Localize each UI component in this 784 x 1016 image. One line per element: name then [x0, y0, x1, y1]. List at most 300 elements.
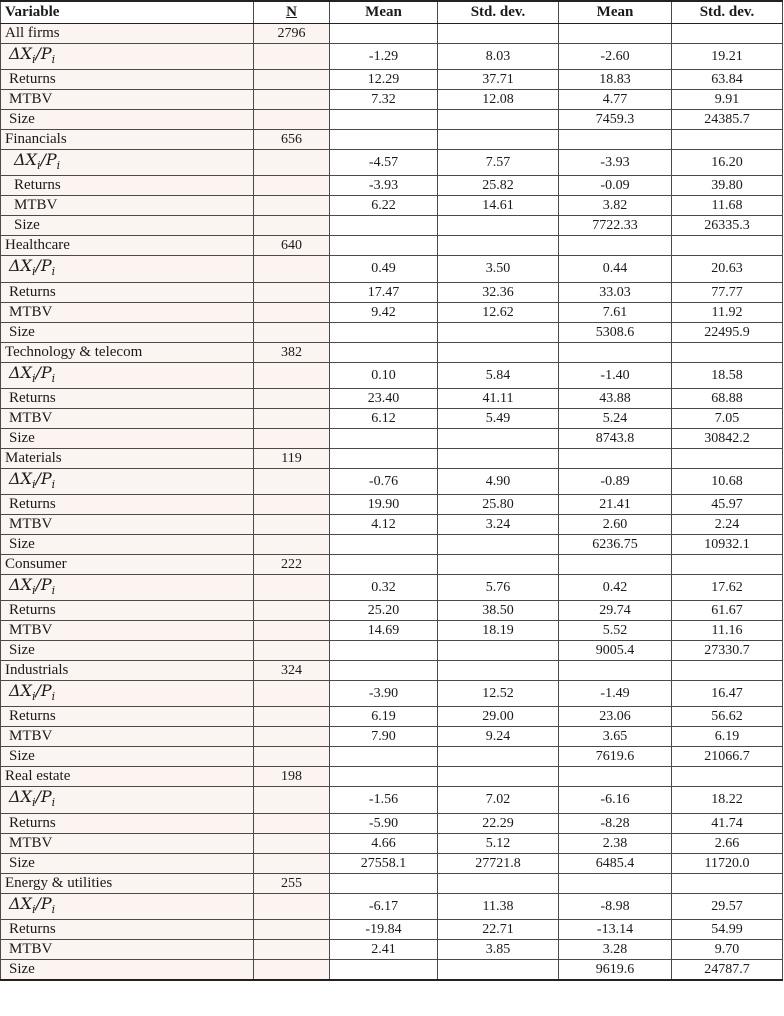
std-dev-value: 25.82 [438, 176, 559, 196]
std-dev-value: 11720.0 [672, 853, 783, 873]
std-dev-value: 8.03 [438, 44, 559, 70]
mean-value: 7619.6 [559, 747, 672, 767]
variable-name: Returns [1, 176, 254, 196]
delta-x-over-p-formula: $\Delta X_i/P_i$ [9, 468, 56, 491]
std-dev-value: 9.24 [438, 727, 559, 747]
table-row [1, 110, 783, 130]
variable-delta-x-over-p [1, 893, 254, 919]
delta-x-over-p-formula: $\Delta X_i/P_i$ [14, 150, 61, 173]
std-dev-value: 16.20 [672, 150, 783, 176]
variable-name: MTBV [1, 939, 254, 959]
std-dev-value: 7.57 [438, 150, 559, 176]
mean-value: -1.56 [330, 787, 438, 813]
n-cell [254, 216, 330, 236]
sector-name: Materials [1, 448, 254, 468]
n-cell [254, 176, 330, 196]
std-dev-value [438, 110, 559, 130]
mean-value: 5308.6 [559, 322, 672, 342]
table-row [1, 787, 783, 813]
sector-name: Energy & utilities [1, 873, 254, 893]
std-dev-value: 27330.7 [672, 641, 783, 661]
table-row [1, 176, 783, 196]
header-row [1, 1, 783, 24]
sector-name: Consumer [1, 554, 254, 574]
mean-value: 4.66 [330, 833, 438, 853]
std-dev-value: 41.11 [438, 388, 559, 408]
n-cell [254, 44, 330, 70]
n-cell [254, 428, 330, 448]
sector-row [1, 130, 783, 150]
variable-delta-x-over-p [1, 256, 254, 282]
std-dev-value: 54.99 [672, 919, 783, 939]
empty-cell [438, 24, 559, 44]
variable-name: MTBV [1, 408, 254, 428]
std-dev-value: 26335.3 [672, 216, 783, 236]
std-dev-value: 29.00 [438, 707, 559, 727]
n-cell [254, 681, 330, 707]
std-dev-value: 17.62 [672, 574, 783, 600]
empty-cell [559, 661, 672, 681]
std-dev-value: 18.19 [438, 621, 559, 641]
sector-n: 198 [254, 767, 330, 787]
mean-value: -6.16 [559, 787, 672, 813]
std-dev-value: 37.71 [438, 70, 559, 90]
mean-value: 23.40 [330, 388, 438, 408]
mean-value: 9619.6 [559, 959, 672, 980]
empty-cell [672, 554, 783, 574]
mean-value: 4.12 [330, 514, 438, 534]
mean-value [330, 641, 438, 661]
variable-name: Size [1, 216, 254, 236]
variable-name: Returns [1, 601, 254, 621]
variable-delta-x-over-p [1, 150, 254, 176]
mean-value: -8.98 [559, 893, 672, 919]
std-dev-value: 45.97 [672, 494, 783, 514]
std-dev-value: 30842.2 [672, 428, 783, 448]
variable-name: Size [1, 428, 254, 448]
std-dev-value: 5.49 [438, 408, 559, 428]
std-dev-value: 39.80 [672, 176, 783, 196]
table-row [1, 853, 783, 873]
sector-n: 382 [254, 342, 330, 362]
std-dev-value: 5.84 [438, 362, 559, 388]
std-dev-value: 20.63 [672, 256, 783, 282]
table-row [1, 408, 783, 428]
mean-value: 6236.75 [559, 534, 672, 554]
mean-value [330, 747, 438, 767]
mean-value: 5.52 [559, 621, 672, 641]
std-dev-value: 12.62 [438, 302, 559, 322]
mean-value: 6.19 [330, 707, 438, 727]
std-dev-value: 22.71 [438, 919, 559, 939]
table-row [1, 601, 783, 621]
table-row [1, 919, 783, 939]
table-row [1, 514, 783, 534]
sector-name: Technology & telecom [1, 342, 254, 362]
mean-value: -1.29 [330, 44, 438, 70]
sector-name: Industrials [1, 661, 254, 681]
sector-n: 222 [254, 554, 330, 574]
mean-value: 3.65 [559, 727, 672, 747]
mean-value: -1.49 [559, 681, 672, 707]
mean-value: 23.06 [559, 707, 672, 727]
std-dev-value: 2.66 [672, 833, 783, 853]
mean-value: 2.60 [559, 514, 672, 534]
empty-cell [438, 767, 559, 787]
std-dev-value: 11.38 [438, 893, 559, 919]
variable-name: MTBV [1, 727, 254, 747]
n-cell [254, 388, 330, 408]
table-row [1, 322, 783, 342]
std-dev-value: 32.36 [438, 282, 559, 302]
mean-value: 7.90 [330, 727, 438, 747]
std-dev-value: 24385.7 [672, 110, 783, 130]
variable-delta-x-over-p [1, 44, 254, 70]
std-dev-value: 3.85 [438, 939, 559, 959]
variable-name: Returns [1, 282, 254, 302]
std-dev-value [438, 747, 559, 767]
header-std-dev-2: Std. dev. [672, 1, 783, 24]
empty-cell [672, 873, 783, 893]
n-cell [254, 727, 330, 747]
mean-value: 27558.1 [330, 853, 438, 873]
std-dev-value: 41.74 [672, 813, 783, 833]
std-dev-value: 9.91 [672, 90, 783, 110]
variable-name: MTBV [1, 90, 254, 110]
mean-value: 9005.4 [559, 641, 672, 661]
n-cell [254, 256, 330, 282]
std-dev-value: 22.29 [438, 813, 559, 833]
std-dev-value: 5.12 [438, 833, 559, 853]
mean-value: 18.83 [559, 70, 672, 90]
variable-name: Size [1, 110, 254, 130]
mean-value: 19.90 [330, 494, 438, 514]
empty-cell [438, 554, 559, 574]
table-row [1, 959, 783, 980]
empty-cell [438, 236, 559, 256]
table-row [1, 621, 783, 641]
empty-cell [438, 661, 559, 681]
table-row [1, 70, 783, 90]
std-dev-value: 63.84 [672, 70, 783, 90]
mean-value [330, 216, 438, 236]
std-dev-value: 4.90 [438, 468, 559, 494]
mean-value [330, 534, 438, 554]
table-row [1, 534, 783, 554]
sector-name: All firms [1, 24, 254, 44]
empty-cell [438, 448, 559, 468]
std-dev-value: 7.05 [672, 408, 783, 428]
std-dev-value: 14.61 [438, 196, 559, 216]
empty-cell [559, 873, 672, 893]
table-row [1, 282, 783, 302]
table-row [1, 150, 783, 176]
empty-cell [559, 342, 672, 362]
empty-cell [330, 130, 438, 150]
table-row [1, 833, 783, 853]
mean-value: 7722.33 [559, 216, 672, 236]
sector-name: Real estate [1, 767, 254, 787]
n-cell [254, 939, 330, 959]
table-row [1, 727, 783, 747]
mean-value: 0.49 [330, 256, 438, 282]
empty-cell [672, 236, 783, 256]
sector-row [1, 342, 783, 362]
variable-name: Returns [1, 70, 254, 90]
std-dev-value: 7.02 [438, 787, 559, 813]
std-dev-value: 2.24 [672, 514, 783, 534]
delta-x-over-p-formula: $\Delta X_i/P_i$ [9, 893, 56, 916]
n-cell [254, 813, 330, 833]
mean-value: 7459.3 [559, 110, 672, 130]
sector-n: 656 [254, 130, 330, 150]
std-dev-value: 3.50 [438, 256, 559, 282]
n-cell [254, 534, 330, 554]
delta-x-over-p-formula: $\Delta X_i/P_i$ [9, 574, 56, 598]
variable-name: Returns [1, 494, 254, 514]
std-dev-value: 61.67 [672, 601, 783, 621]
mean-value: 9.42 [330, 302, 438, 322]
empty-cell [559, 767, 672, 787]
delta-x-over-p-formula: $\Delta X_i/P_i$ [9, 681, 56, 704]
mean-value: 6485.4 [559, 853, 672, 873]
variable-name: Returns [1, 388, 254, 408]
variable-name: MTBV [1, 302, 254, 322]
std-dev-value: 29.57 [672, 893, 783, 919]
empty-cell [672, 130, 783, 150]
header-variable: Variable [1, 1, 254, 24]
std-dev-value: 10932.1 [672, 534, 783, 554]
empty-cell [330, 24, 438, 44]
table-row [1, 494, 783, 514]
std-dev-value: 38.50 [438, 601, 559, 621]
delta-x-over-p-formula: $\Delta X_i/P_i$ [9, 256, 56, 279]
table-row [1, 813, 783, 833]
mean-value [330, 110, 438, 130]
std-dev-value: 56.62 [672, 707, 783, 727]
mean-value: 8743.8 [559, 428, 672, 448]
header-n: N [254, 1, 330, 24]
table-row [1, 256, 783, 282]
mean-value: -19.84 [330, 919, 438, 939]
table-row [1, 362, 783, 388]
table-row [1, 468, 783, 494]
std-dev-value [438, 428, 559, 448]
header-std-dev-1: Std. dev. [438, 1, 559, 24]
n-cell [254, 110, 330, 130]
n-cell [254, 833, 330, 853]
empty-cell [672, 448, 783, 468]
variable-name: MTBV [1, 514, 254, 534]
std-dev-value: 10.68 [672, 468, 783, 494]
empty-cell [438, 130, 559, 150]
table-row [1, 196, 783, 216]
mean-value: -6.17 [330, 893, 438, 919]
mean-value: 12.29 [330, 70, 438, 90]
std-dev-value: 11.92 [672, 302, 783, 322]
n-cell [254, 574, 330, 600]
variable-delta-x-over-p [1, 362, 254, 388]
sector-row [1, 661, 783, 681]
n-cell [254, 196, 330, 216]
std-dev-value: 68.88 [672, 388, 783, 408]
mean-value: 43.88 [559, 388, 672, 408]
table-row [1, 893, 783, 919]
delta-x-over-p-formula: $\Delta X_i/P_i$ [9, 787, 56, 810]
empty-cell [672, 24, 783, 44]
variable-name: MTBV [1, 621, 254, 641]
n-cell [254, 150, 330, 176]
std-dev-value: 16.47 [672, 681, 783, 707]
variable-name: Returns [1, 813, 254, 833]
mean-value: 2.38 [559, 833, 672, 853]
mean-value: 33.03 [559, 282, 672, 302]
variable-name: Returns [1, 707, 254, 727]
std-dev-value: 12.08 [438, 90, 559, 110]
n-cell [254, 468, 330, 494]
std-dev-value [438, 959, 559, 980]
n-cell [254, 893, 330, 919]
std-dev-value: 9.70 [672, 939, 783, 959]
mean-value: -3.93 [330, 176, 438, 196]
variable-name: Size [1, 322, 254, 342]
std-dev-value: 77.77 [672, 282, 783, 302]
n-cell [254, 787, 330, 813]
table-row [1, 428, 783, 448]
mean-value: -8.28 [559, 813, 672, 833]
variable-delta-x-over-p [1, 681, 254, 707]
mean-value [330, 959, 438, 980]
table-row [1, 216, 783, 236]
mean-value: -13.14 [559, 919, 672, 939]
std-dev-value [438, 322, 559, 342]
variable-name: Size [1, 747, 254, 767]
empty-cell [672, 767, 783, 787]
empty-cell [559, 236, 672, 256]
n-cell [254, 322, 330, 342]
n-cell [254, 70, 330, 90]
std-dev-value: 5.76 [438, 574, 559, 600]
mean-value: 2.41 [330, 939, 438, 959]
n-cell [254, 641, 330, 661]
sector-row [1, 448, 783, 468]
variable-delta-x-over-p [1, 574, 254, 600]
sector-row [1, 767, 783, 787]
delta-x-over-p-formula: $\Delta X_i/P_i$ [9, 362, 56, 385]
n-cell [254, 959, 330, 980]
empty-cell [559, 554, 672, 574]
n-cell [254, 514, 330, 534]
sector-name: Healthcare [1, 236, 254, 256]
table-row [1, 388, 783, 408]
sector-row [1, 24, 783, 44]
mean-value: 0.44 [559, 256, 672, 282]
table-row [1, 681, 783, 707]
std-dev-value: 3.24 [438, 514, 559, 534]
table-row [1, 707, 783, 727]
n-cell [254, 747, 330, 767]
empty-cell [330, 342, 438, 362]
std-dev-value: 6.19 [672, 727, 783, 747]
mean-value: 4.77 [559, 90, 672, 110]
mean-value: -5.90 [330, 813, 438, 833]
sector-row [1, 873, 783, 893]
std-dev-value: 12.52 [438, 681, 559, 707]
table-row [1, 939, 783, 959]
mean-value: 7.61 [559, 302, 672, 322]
empty-cell [672, 342, 783, 362]
mean-value: -4.57 [330, 150, 438, 176]
empty-cell [438, 342, 559, 362]
sector-n: 119 [254, 448, 330, 468]
n-cell [254, 707, 330, 727]
std-dev-value: 11.68 [672, 196, 783, 216]
mean-value: 14.69 [330, 621, 438, 641]
mean-value: 29.74 [559, 601, 672, 621]
std-dev-value: 25.80 [438, 494, 559, 514]
n-cell [254, 408, 330, 428]
std-dev-value: 27721.8 [438, 853, 559, 873]
empty-cell [672, 661, 783, 681]
empty-cell [330, 661, 438, 681]
std-dev-value: 11.16 [672, 621, 783, 641]
empty-cell [559, 24, 672, 44]
empty-cell [559, 448, 672, 468]
mean-value: -1.40 [559, 362, 672, 388]
std-dev-value [438, 641, 559, 661]
variable-name: Size [1, 641, 254, 661]
n-cell [254, 601, 330, 621]
table-row [1, 747, 783, 767]
variable-name: MTBV [1, 196, 254, 216]
std-dev-value: 18.22 [672, 787, 783, 813]
mean-value: 21.41 [559, 494, 672, 514]
mean-value: -0.89 [559, 468, 672, 494]
std-dev-value: 19.21 [672, 44, 783, 70]
n-cell [254, 302, 330, 322]
mean-value: 5.24 [559, 408, 672, 428]
mean-value: -3.90 [330, 681, 438, 707]
empty-cell [330, 236, 438, 256]
n-cell [254, 919, 330, 939]
header-mean-1: Mean [330, 1, 438, 24]
sector-row [1, 554, 783, 574]
mean-value: 6.12 [330, 408, 438, 428]
table-body [1, 24, 783, 980]
variable-name: MTBV [1, 833, 254, 853]
mean-value: 7.32 [330, 90, 438, 110]
mean-value: 6.22 [330, 196, 438, 216]
mean-value: 17.47 [330, 282, 438, 302]
variable-delta-x-over-p [1, 787, 254, 813]
mean-value [330, 322, 438, 342]
variable-name: Size [1, 534, 254, 554]
empty-cell [330, 448, 438, 468]
mean-value: 0.32 [330, 574, 438, 600]
mean-value: -0.09 [559, 176, 672, 196]
n-cell [254, 282, 330, 302]
mean-value: -0.76 [330, 468, 438, 494]
std-dev-value: 24787.7 [672, 959, 783, 980]
empty-cell [330, 873, 438, 893]
std-dev-value [438, 534, 559, 554]
mean-value: 3.82 [559, 196, 672, 216]
empty-cell [559, 130, 672, 150]
mean-value: 0.10 [330, 362, 438, 388]
n-cell [254, 853, 330, 873]
mean-value: -2.60 [559, 44, 672, 70]
table-row [1, 574, 783, 600]
